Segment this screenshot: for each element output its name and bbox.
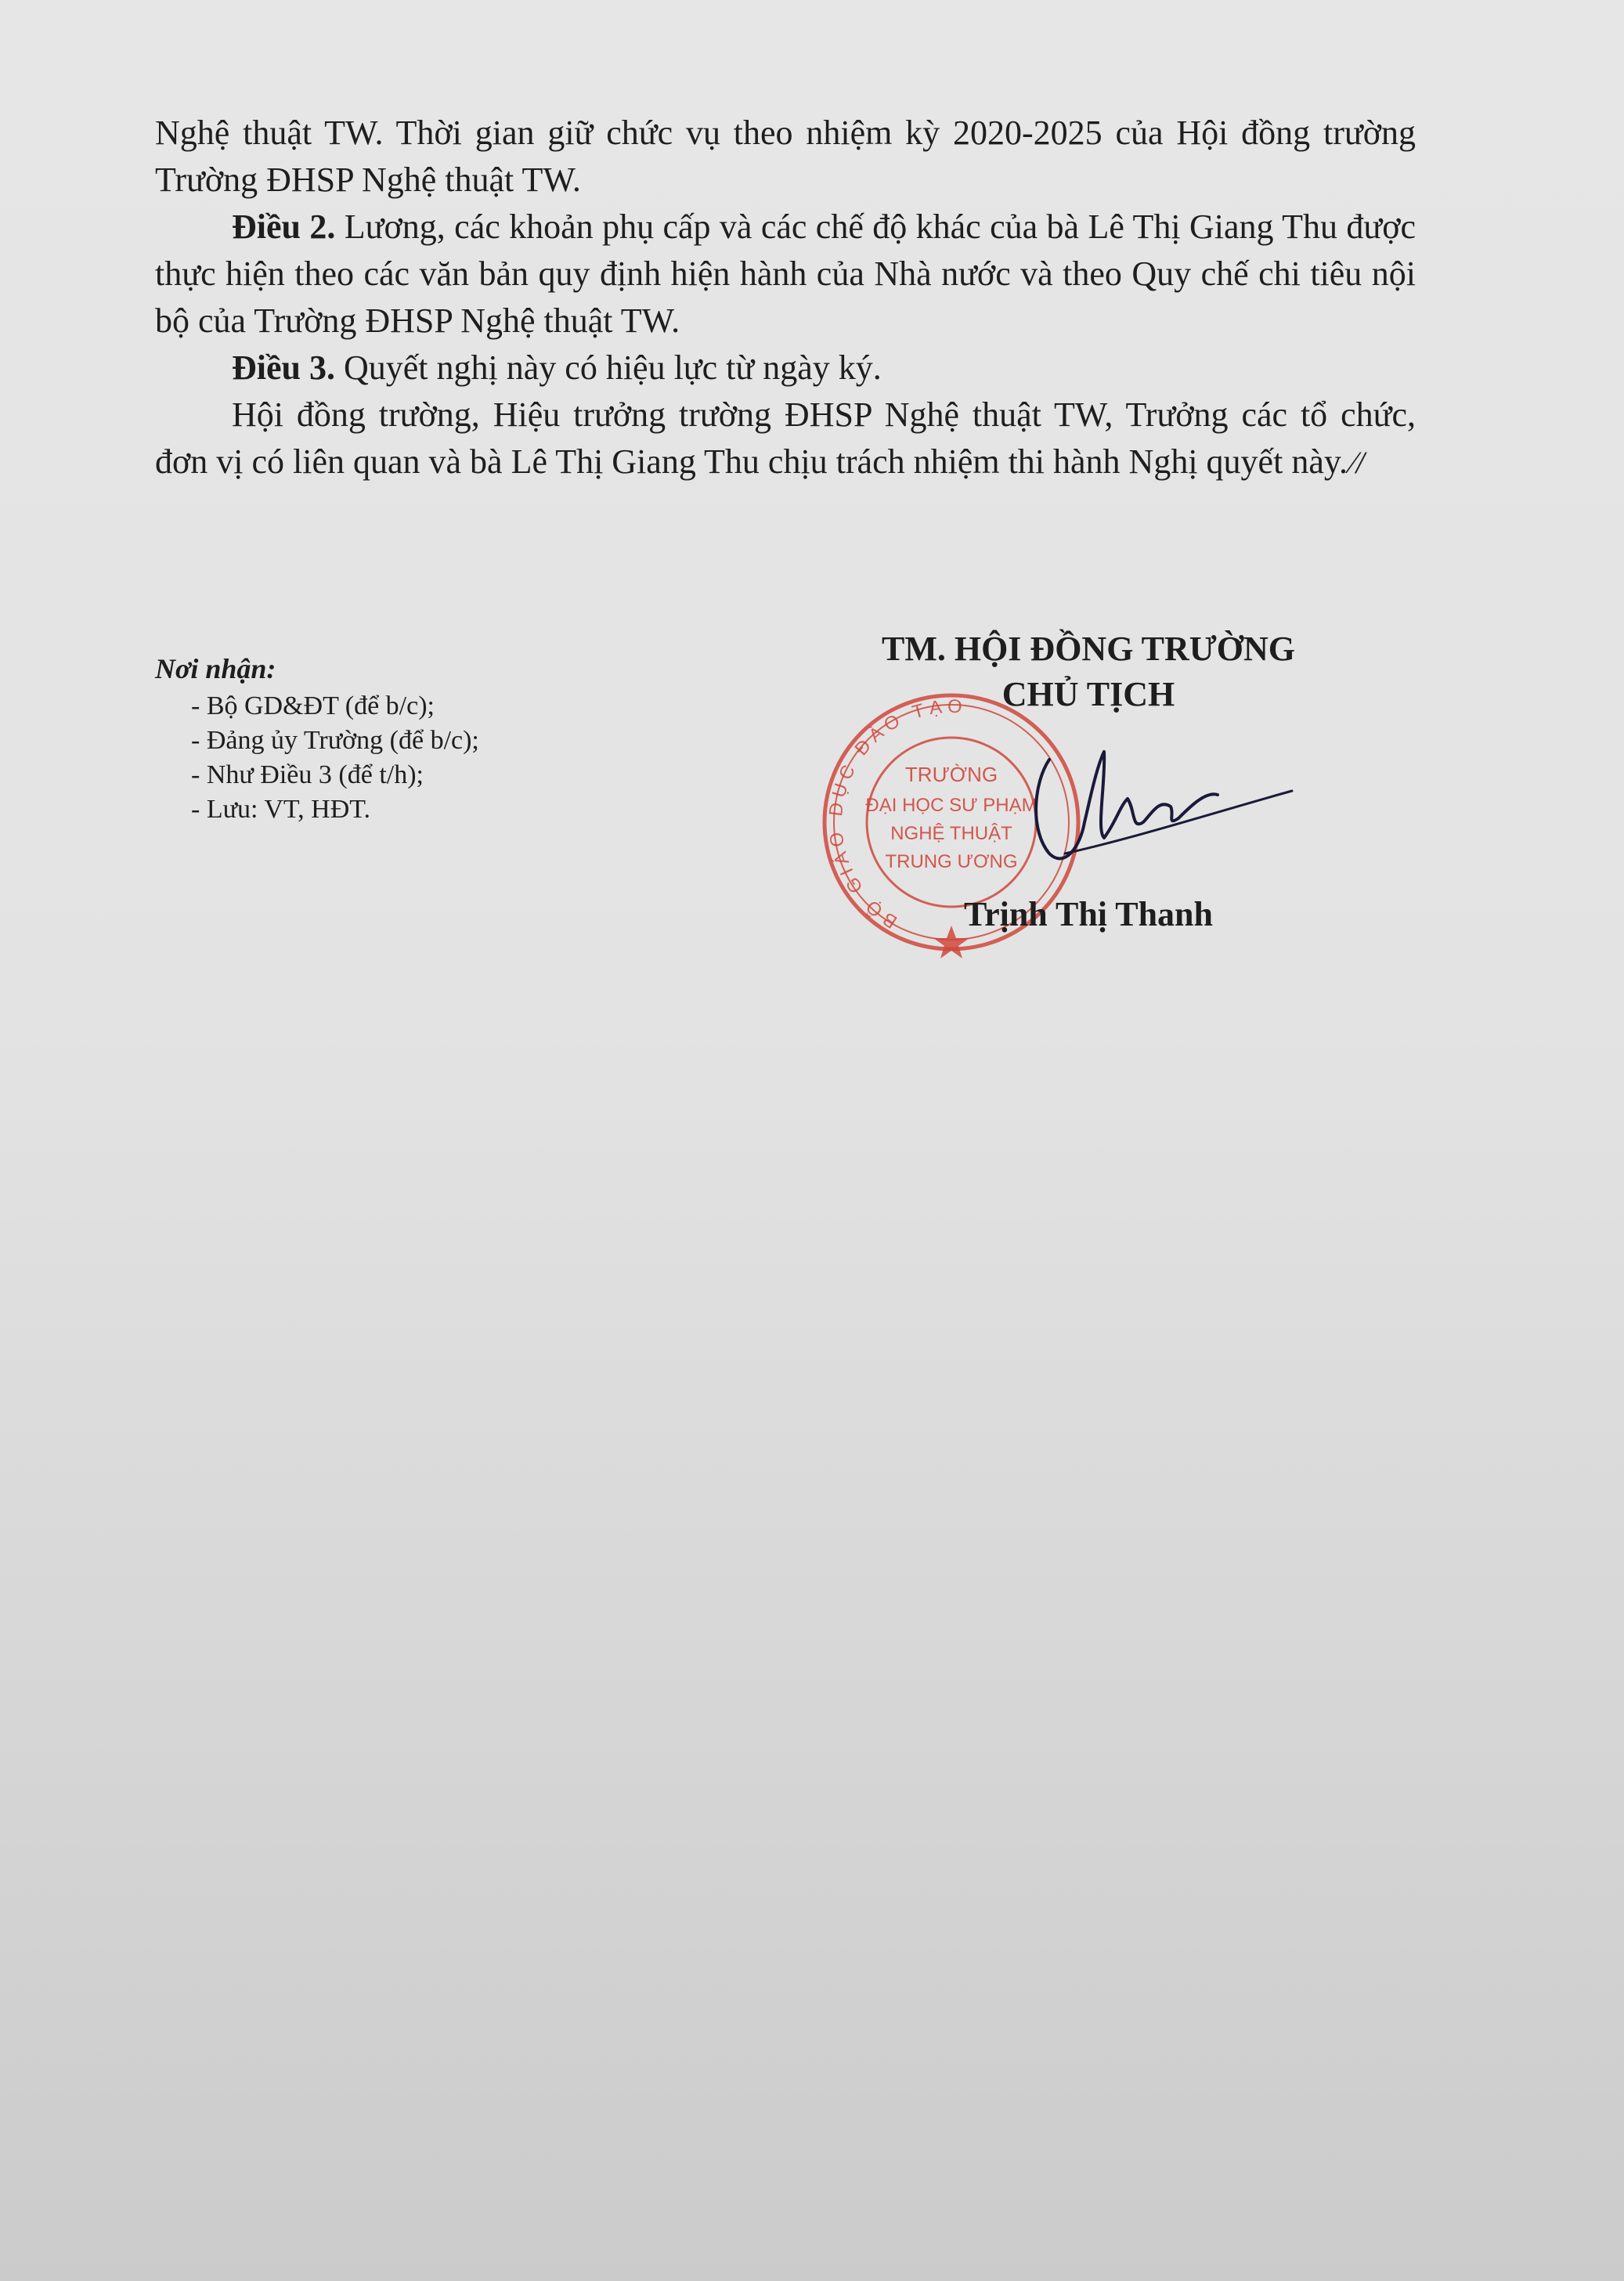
document-body [155, 110, 1416, 486]
paragraph-enforcement [155, 392, 1416, 486]
paragraph-term: Nghệ thuật TW. Thời gian giữ chức vụ theo nhiệm kỳ 2020-2025 của Hội đồng trường Trường ĐHSP Nghệ thuật TW. [155, 114, 1416, 199]
recipients-list [155, 689, 479, 827]
seal-ring-text: BỘ GIÁO DỤC ĐÀO TẠO [825, 695, 968, 933]
signer-name: Trịnh Thị Thanh [964, 895, 1213, 933]
signature-role: CHỦ TỊCH [1001, 675, 1175, 713]
seal-line-1: TRƯỜNG [904, 763, 998, 786]
recipients-block [155, 651, 479, 827]
recipient-item: - Như Điều 3 (để t/h); [191, 758, 479, 792]
recipient-item: - Đảng ủy Trường (để b/c); [191, 724, 479, 758]
article-2-text: Lương, các khoản phụ cấp và các chế độ khác của bà Lê Thị Giang Thu được thực hiện theo các văn bản quy định hiện hành của Nhà nước và theo Quy chế chi tiêu nội bộ của Trường ĐHSP Nghệ thuật TW. [155, 208, 1416, 340]
recipient-item: - Lưu: VT, HĐT. [191, 792, 479, 827]
article-3-text: Quyết nghị này có hiệu lực từ ngày ký. [335, 348, 882, 387]
end-mark: ⁄/ [1350, 445, 1365, 480]
handwritten-signature [1018, 736, 1300, 893]
article-3-label: Điều 3. [232, 348, 335, 387]
seal-line-2: ĐẠI HỌC SƯ PHẠM [865, 795, 1038, 816]
paragraph-article-2 [155, 204, 1416, 345]
paragraph-article-3 [155, 345, 1416, 392]
recipient-item: - Bộ GD&ĐT (để b/c); [191, 689, 479, 724]
article-2-label: Điều 2. [232, 208, 336, 246]
recipients-title: Nơi nhận: [155, 653, 276, 684]
signature-title: TM. HỘI ĐỒNG TRƯỜNG [881, 630, 1296, 668]
seal-line-4: TRUNG ƯƠNG [885, 851, 1018, 872]
seal-line-3: NGHỆ THUẬT [890, 823, 1012, 844]
enforcement-text: Hội đồng trường, Hiệu trưởng trường ĐHSP Nghệ thuật TW, Trưởng các tổ chức, đơn vị có liên quan và bà Lê Thị Giang Thu chịu trách nhiệm thi hành Nghị quyết này. [155, 395, 1416, 481]
